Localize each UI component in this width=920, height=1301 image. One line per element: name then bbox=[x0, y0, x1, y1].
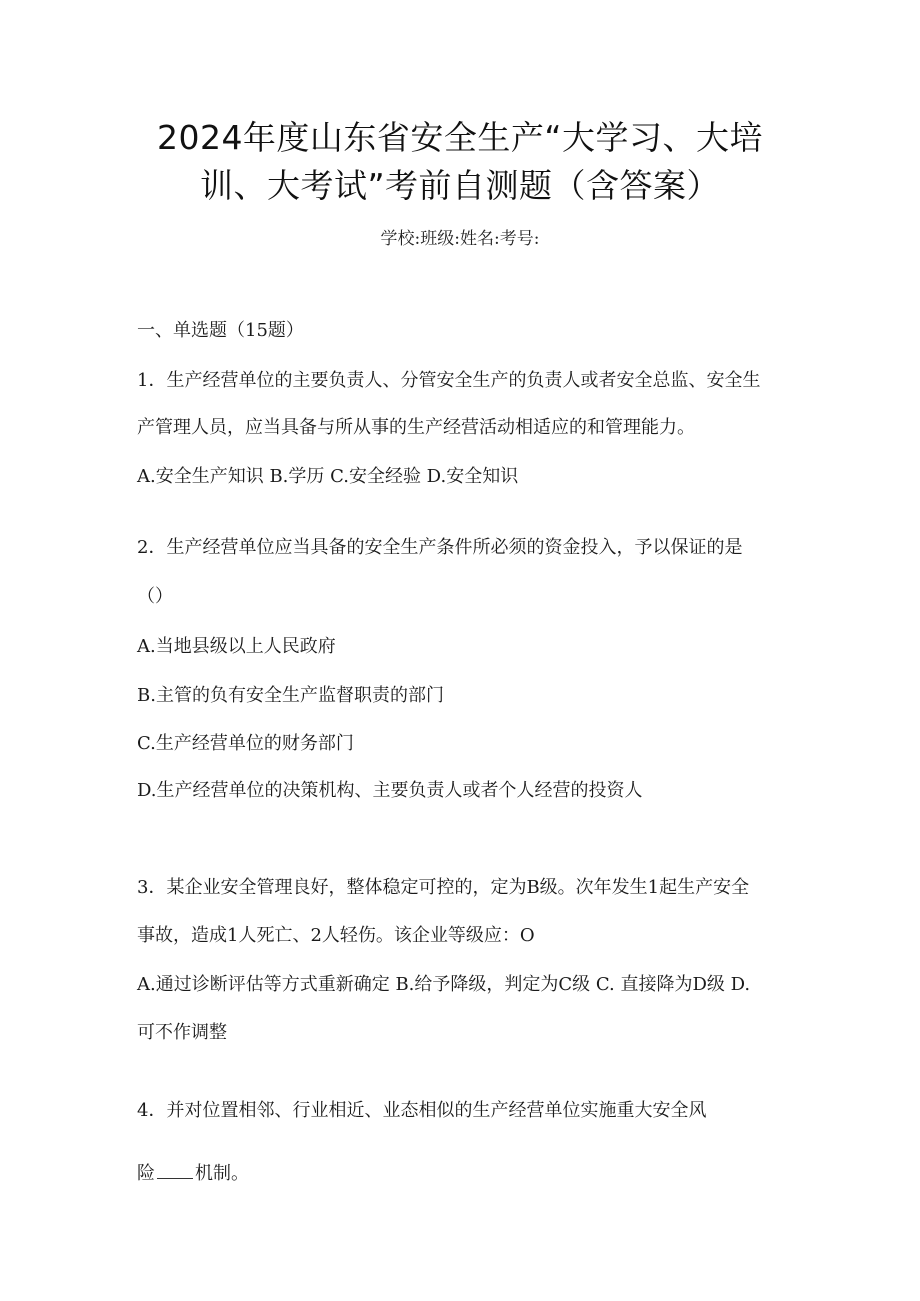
answer-blank[interactable] bbox=[157, 1164, 193, 1179]
section-heading: 一、单选题（15题） bbox=[137, 320, 304, 341]
question-2-option-b: B.主管的负有安全生产监督职责的部门 bbox=[137, 685, 444, 706]
student-info-line: 学校:班级:姓名:考号: bbox=[380, 229, 540, 249]
question-2-option-d: D.生产经营单位的决策机构、主要负责人或者个人经营的投资人 bbox=[137, 780, 643, 801]
question-3-line-1: 3．某企业安全管理良好，整体稳定可控的，定为B级。次年发生1起生产安全 bbox=[137, 877, 750, 898]
question-3-options-line-2: 可不作调整 bbox=[137, 1022, 227, 1043]
question-1-options: A.安全生产知识 B.学历 C.安全经验 D.安全知识 bbox=[137, 466, 519, 487]
question-1-line-2: 产管理人员，应当具备与所从事的生产经营活动相适应的和管理能力。 bbox=[137, 417, 695, 438]
question-2-option-c: C.生产经营单位的财务部门 bbox=[137, 733, 354, 754]
question-1-line-1: 1．生产经营单位的主要负责人、分管安全生产的负责人或者安全总监、安全生 bbox=[137, 370, 761, 391]
question-3-line-2: 事故，造成1人死亡、2人轻伤。该企业等级应：O bbox=[137, 925, 535, 946]
document-title-line-2: 训、大考试”考前自测题（含答案） bbox=[199, 166, 721, 205]
question-4-prefix: 险 bbox=[137, 1163, 155, 1184]
question-2-line-1: 2．生产经营单位应当具备的安全生产条件所必须的资金投入，予以保证的是 bbox=[137, 537, 743, 558]
question-4-line-1: 4．并对位置相邻、行业相近、业态相似的生产经营单位实施重大安全风 bbox=[137, 1100, 707, 1121]
document-title-line-1: 2024年度山东省安全生产“大学习、大培 bbox=[156, 118, 764, 157]
question-4-suffix: 机制。 bbox=[195, 1163, 249, 1184]
question-4-line-2 bbox=[137, 1159, 249, 1185]
question-2-line-2: （） bbox=[137, 586, 173, 607]
question-2-option-a: A.当地县级以上人民政府 bbox=[137, 636, 336, 657]
question-3-options-line-1: A.通过诊断评估等方式重新确定 B.给予降级，判定为C级 C. 直接降为D级 D. bbox=[137, 974, 751, 995]
